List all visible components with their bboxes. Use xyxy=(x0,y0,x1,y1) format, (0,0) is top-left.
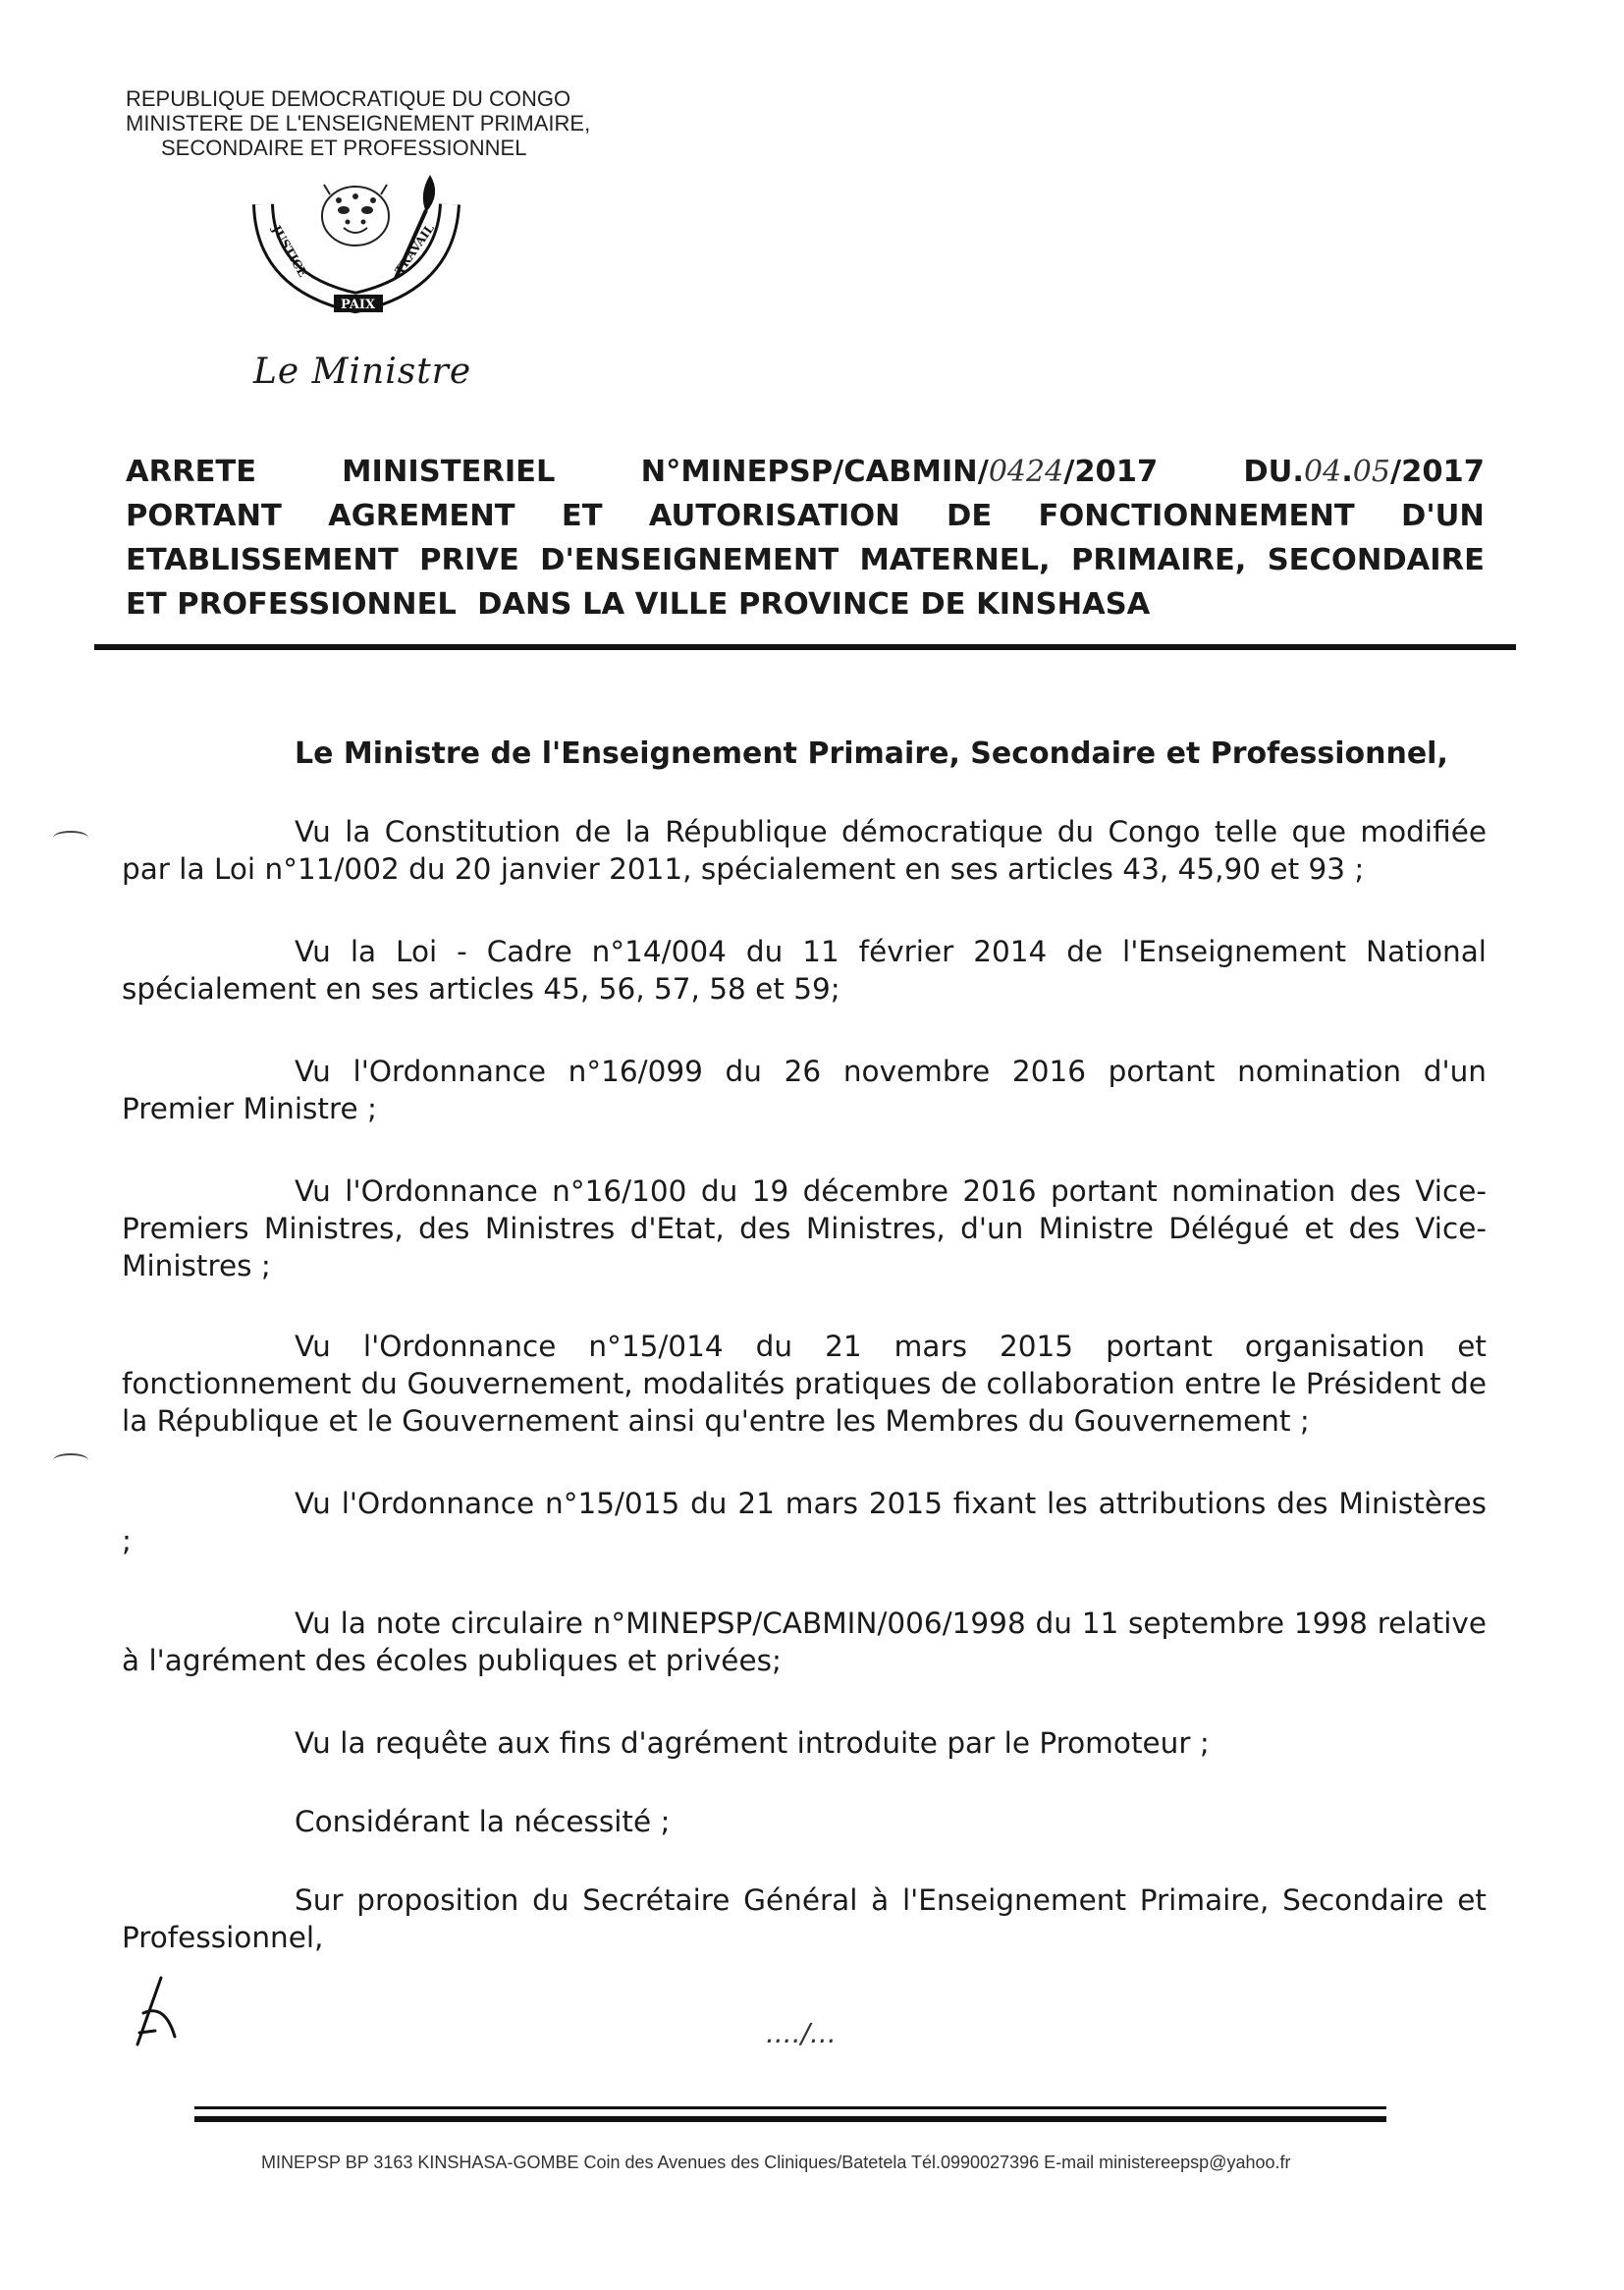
footer-rule-heavy xyxy=(194,2116,1386,2122)
recital-paragraph: Vu l'Ordonnance n°15/015 du 21 mars 2015 fixant les attributions des Ministères ; xyxy=(122,1487,1487,1557)
decree-word: SECONDAIRE xyxy=(1267,543,1485,577)
decree-number-suffix: /2017 xyxy=(1063,455,1159,489)
minister-title: Le Ministre xyxy=(253,352,472,392)
decree-word: FONCTIONNEMENT xyxy=(1038,499,1355,533)
footer-contact: MINEPSP BP 3163 KINSHASA-GOMBE Coin des Avenues des Cliniques/Batetela Tél.0990027396 E-mail ministereepsp@yahoo.fr xyxy=(261,2153,1291,2172)
letterhead xyxy=(126,86,590,160)
footer-rule xyxy=(194,2106,1386,2109)
handwritten-initial-icon xyxy=(126,1974,185,2052)
decree-line-3 xyxy=(126,538,1485,582)
recital-paragraph: Vu la requête aux fins d'agrément introduite par le Promoteur ; xyxy=(295,1726,1210,1760)
decree-number-prefix: N°MINEPSP/CABMIN/ xyxy=(640,455,989,489)
decree-word: ET xyxy=(561,499,603,533)
decree-number xyxy=(641,450,1159,494)
decree-number-handwritten: 0424 xyxy=(988,455,1064,489)
recital-paragraph: Vu la Loi - Cadre n°14/004 du 11 février 2014 de l'Enseignement National spécialement en ses articles 45, 56, 57, 58 et 59; xyxy=(122,935,1487,1006)
decree-line-4: ET PROFESSIONNEL DANS LA VILLE PROVINCE DE KINSHASA xyxy=(126,587,1151,622)
decree-line-1 xyxy=(126,450,1485,494)
decree-word: PRIMAIRE, xyxy=(1070,543,1247,577)
recital-paragraph: Vu la note circulaire n°MINEPSP/CABMIN/006/1998 du 11 septembre 1998 relative à l'agrément des écoles publiques et privées; xyxy=(122,1607,1487,1677)
emblem-motto-bottom: PAIX xyxy=(341,298,376,312)
emblem-motto-left: JUSTICE xyxy=(269,223,310,280)
recital-paragraph: Vu la Constitution de la République démocratique du Congo telle que modifiée par la Loi n°11/002 du 20 janvier 2011, spécialement en ses articles 43, 45,90 et 93 ; xyxy=(122,815,1487,886)
punch-hole-mark xyxy=(53,831,88,845)
decree-word: D'UN xyxy=(1401,499,1485,533)
decree-date-sep: . xyxy=(1341,455,1353,489)
decree-label-arrete: ARRETE xyxy=(126,455,257,489)
decree-date-suffix: /2017 xyxy=(1389,455,1485,489)
decree-word: MATERNEL, xyxy=(859,543,1051,577)
letterhead-ministry: MINISTERE DE L'ENSEIGNEMENT PRIMAIRE, xyxy=(126,111,591,136)
punch-hole-mark xyxy=(53,1453,88,1467)
decree-word: PORTANT xyxy=(126,499,282,533)
recital-paragraph: Vu l'Ordonnance n°15/014 du 21 mars 2015 portant organisation et fonctionnement du Gouvernement, modalités pratiques de collaboration entre le Président de la République et le Gouvernement ainsi qu'entre les Membres du Gouvernement ; xyxy=(122,1330,1487,1438)
recital-paragraph: Sur proposition du Secrétaire Général à l'Enseignement Primaire, Secondaire et Professionnel, xyxy=(122,1883,1487,1954)
continued-mark: ..../... xyxy=(766,2017,837,2049)
decree-word: PRIVE xyxy=(419,543,519,577)
recital-paragraph: Vu l'Ordonnance n°16/100 du 19 décembre 2016 portant nomination des Vice-Premiers Ministres, des Ministres d'Etat, des Ministres, d'un Ministre Délégué et des Vice-Ministres ; xyxy=(122,1174,1487,1282)
decree-date-day: 04 xyxy=(1304,455,1342,489)
decree-date-prefix: DU. xyxy=(1243,455,1304,489)
decree-word: D'ENSEIGNEMENT xyxy=(540,543,839,577)
decree-word: ETABLISSEMENT xyxy=(126,543,399,577)
decree-heading xyxy=(126,450,1485,627)
emblem-motto-right: TRAVAIL xyxy=(392,221,437,278)
heading-divider xyxy=(94,644,1516,650)
decree-label-ministeriel: MINISTERIEL xyxy=(342,455,556,489)
coat-of-arms-icon xyxy=(245,165,491,342)
decree-date-month: 05 xyxy=(1352,455,1390,489)
recital-paragraph: Vu l'Ordonnance n°16/099 du 26 novembre 2016 portant nomination d'un Premier Ministre ; xyxy=(122,1055,1487,1125)
decree-line-2 xyxy=(126,494,1485,538)
decree-date xyxy=(1243,450,1485,494)
letterhead-ministry-cont: SECONDAIRE ET PROFESSIONNEL xyxy=(161,136,527,160)
decree-word: AUTORISATION xyxy=(648,499,900,533)
recital-paragraph: Considérant la nécessité ; xyxy=(295,1805,671,1838)
decree-word: DE xyxy=(947,499,993,533)
letterhead-country: REPUBLIQUE DEMOCRATIQUE DU CONGO xyxy=(126,86,571,111)
minister-heading: Le Ministre de l'Enseignement Primaire, Secondaire et Professionnel, xyxy=(295,736,1448,771)
decree-word: AGREMENT xyxy=(328,499,515,533)
